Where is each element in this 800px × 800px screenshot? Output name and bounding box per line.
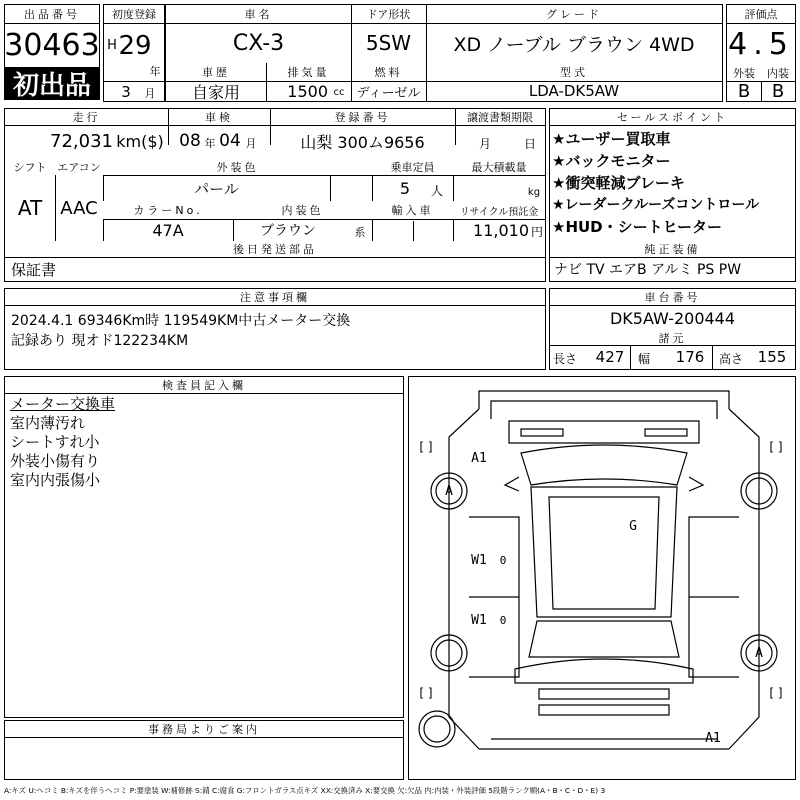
transfer-month: 月 xyxy=(478,136,491,151)
bracket-left-bottom: [ ] xyxy=(419,686,433,700)
inspection-label: 車検 xyxy=(168,109,270,125)
sales-point: ★レーダークルーズコントロール xyxy=(552,197,760,213)
rating: 4.5 xyxy=(728,26,794,62)
sales-points-label: セールスポイント xyxy=(550,109,795,125)
mark-w1-lower: W1 xyxy=(471,612,487,628)
mark-g: G xyxy=(629,518,637,534)
vehicle-main-box xyxy=(165,4,723,102)
height-label: 高さ xyxy=(718,351,743,366)
sales-point: ★ユーザー買取車 xyxy=(552,129,671,148)
mark-zero-lower: 0 xyxy=(499,613,507,627)
max-load-unit: kg xyxy=(527,186,541,198)
car-diagram xyxy=(408,376,796,780)
chassis-box xyxy=(549,288,796,370)
inspector-line: 室内薄汚れ xyxy=(10,414,86,432)
transfer-day: 日 xyxy=(523,136,536,151)
mileage: 72,031 xyxy=(50,130,113,152)
legend: A:キズ U:ヘコミ B:キズを伴うヘコミ P:要塗装 W:補修跡 S:錆 C:腐食 G:フロントガラス点キズ XX:交換済み X:要交換 欠:欠品 内:内装・外装評価 5段階ランク順(A・B・C・D・E) 3 xyxy=(4,785,606,795)
notes-line-1: 2024.4.1 69346Km時 119549KM中古メーター交換 xyxy=(11,313,351,329)
inspection-year-unit: 年 xyxy=(204,137,216,150)
inspection-month: 04 xyxy=(219,131,241,151)
width: 176 xyxy=(675,348,705,366)
displacement-unit: cc xyxy=(333,86,345,98)
reg-month: 3 xyxy=(121,83,131,101)
equipment-label: 純正装備 xyxy=(550,241,795,257)
bracket-right-top: [ ] xyxy=(769,440,783,454)
capacity-unit: 人 xyxy=(430,183,443,198)
mark-a-left-wheel: A xyxy=(445,483,453,499)
mileage-unit: km($) xyxy=(116,131,164,151)
model-code: LDA-DK5AW xyxy=(528,82,620,100)
chassis-label: 車台番号 xyxy=(550,289,795,305)
inspector-label: 検査員記入欄 xyxy=(5,377,403,393)
length: 427 xyxy=(595,348,625,366)
notes-line-2: 記録あり 現オド122234KM xyxy=(11,333,189,349)
history-label: 車歴 xyxy=(166,63,266,81)
later-parts: 保証書 xyxy=(11,260,57,279)
int-color: ブラウン xyxy=(260,223,316,239)
recycle-unit: 円 xyxy=(530,224,543,239)
office-box xyxy=(4,720,404,780)
reg-number: 山梨 300ム9656 xyxy=(300,132,425,152)
bracket-right-bottom: [ ] xyxy=(769,686,783,700)
height: 155 xyxy=(757,348,787,366)
max-load-label: 最大積載量 xyxy=(453,159,545,175)
mid-table xyxy=(4,108,546,282)
color-no-label: カラーNo. xyxy=(103,201,233,219)
sales-point: ★バックモニター xyxy=(552,151,671,170)
model-code-label: 型式 xyxy=(426,63,722,81)
door-type: 5SW xyxy=(365,31,412,55)
length-label: 長さ xyxy=(552,351,577,366)
notes-label: 注意事項欄 xyxy=(5,289,545,305)
mark-a-right-wheel: A xyxy=(755,645,763,661)
interior-label: 内装 xyxy=(761,65,795,81)
listing-number-label: 出品番号 xyxy=(5,5,99,23)
transfer-label: 譲渡書類期限 xyxy=(455,109,545,125)
grade: XD ノーブル ブラウン 4WD xyxy=(453,33,695,56)
recycle: 11,010 xyxy=(473,220,529,240)
year-unit: 年 xyxy=(149,65,161,78)
grade-label: グレード xyxy=(426,5,722,23)
reg-era: H xyxy=(107,37,117,53)
int-color-label: 内装色 xyxy=(233,201,372,219)
interior-grade: B xyxy=(771,80,785,102)
rating-label: 評価点 xyxy=(727,5,795,23)
equipment: ナビ TV エアB アルミ PS PW xyxy=(554,262,742,278)
inspection-year: 08 xyxy=(179,131,201,151)
reg-year: 29 xyxy=(118,31,152,61)
mark-a1-bottom: A1 xyxy=(705,730,721,746)
ext-color: パール xyxy=(194,179,239,198)
exterior-label: 外装 xyxy=(727,65,761,81)
recycle-label: リサイクル預託金 xyxy=(453,201,545,219)
car-diagram-svg xyxy=(409,377,795,779)
inspector-line: 室内内張傷小 xyxy=(10,471,101,489)
mark-w1-upper: W1 xyxy=(471,552,487,568)
ext-color-label: 外装色 xyxy=(103,159,372,175)
inspector-line: 外装小傷有り xyxy=(10,452,101,470)
reg-number-label: 登録番号 xyxy=(270,109,455,125)
exterior-grade: B xyxy=(737,80,751,102)
ac: AAC xyxy=(60,197,98,219)
fuel: ディーゼル xyxy=(356,85,421,101)
mileage-label: 走行 xyxy=(5,109,168,125)
inspection-month-unit: 月 xyxy=(245,137,257,150)
capacity: 5 xyxy=(399,178,411,198)
ac-label: エアコン xyxy=(55,159,103,175)
door-label: ドア形状 xyxy=(351,5,426,23)
int-color-suffix: 系 xyxy=(354,226,366,239)
history: 自家用 xyxy=(191,82,240,102)
mark-zero-upper: 0 xyxy=(499,553,507,567)
car-name: CX-3 xyxy=(232,30,285,56)
import-label: 輸入車 xyxy=(372,201,453,219)
displacement: 1500 xyxy=(287,81,328,101)
car-name-label: 車名 xyxy=(166,5,351,23)
chassis-number: DK5AW-200444 xyxy=(609,308,736,328)
first-listing-badge: 初出品 xyxy=(5,67,99,99)
inspector-box xyxy=(4,376,404,718)
capacity-label: 乗車定員 xyxy=(372,159,453,175)
shift-label: シフト xyxy=(5,159,55,175)
width-label: 幅 xyxy=(637,351,650,366)
sales-points-list xyxy=(552,127,795,237)
notes-box xyxy=(4,288,546,370)
fuel-label: 燃料 xyxy=(351,63,426,81)
color-no: 47A xyxy=(152,220,184,240)
first-reg-label: 初度登録 xyxy=(104,5,164,23)
dims-label: 諸元 xyxy=(550,331,795,345)
later-parts-label: 後日発送部品 xyxy=(5,241,545,257)
bracket-left-top: [ ] xyxy=(419,440,433,454)
inspector-line: メーター交換車 xyxy=(10,395,116,413)
listing-number: 30463 xyxy=(4,27,100,63)
inspector-line: シートすれ小 xyxy=(10,433,100,451)
shift: AT xyxy=(17,196,43,220)
mark-a1-top: A1 xyxy=(471,450,487,466)
month-unit: 月 xyxy=(144,87,156,100)
first-registration-box xyxy=(103,4,165,102)
listing-number-box xyxy=(4,4,100,100)
rating-box xyxy=(726,4,796,102)
sales-point: ★衝突軽減ブレーキ xyxy=(552,173,685,192)
sales-points-box xyxy=(549,108,796,282)
sales-point: ★HUD・シートヒーター xyxy=(552,217,723,236)
displacement-label: 排気量 xyxy=(266,63,351,81)
office-label: 事務局よりご案内 xyxy=(5,721,403,737)
